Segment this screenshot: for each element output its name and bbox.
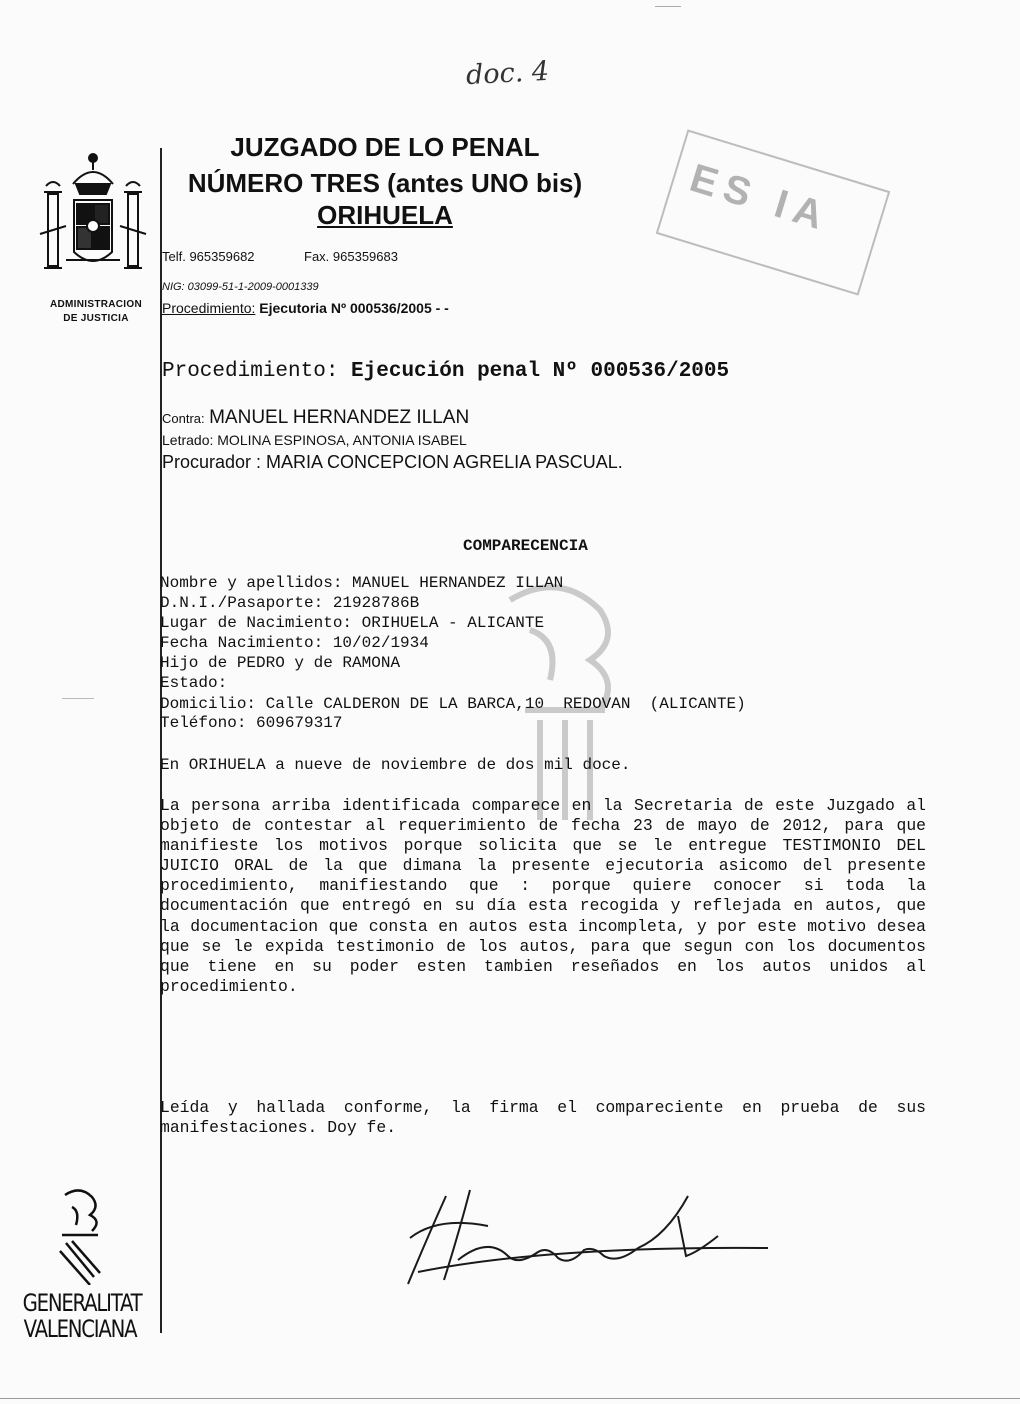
handwritten-note: doc. 4 [465,55,550,92]
closing-paragraph: Leída y hallada conforme, la firma el compareciente en prueba de sus manifestaciones. Doy fe. [160,1098,926,1138]
scan-mark [62,698,94,699]
procedure-main-label: Procedimiento: [162,360,339,383]
court-title-line2: NÚMERO TRES (antes UNO bis) [187,168,583,198]
copy-stamp-text: ES IA [684,155,836,241]
court-fax: Fax. 965359683 [304,249,398,264]
field-estado: Estado: [160,674,228,692]
field-domicilio: Domicilio: Calle CALDERON DE LA BARCA,10 REDOVAN (ALICANTE) [160,695,746,713]
procedure-ref [162,300,449,316]
procedure-ref-value: Ejecutoria Nº 000536/2005 - - [259,300,449,316]
field-lugar: Lugar de Nacimiento: ORIHUELA - ALICANTE [160,614,545,632]
field-hijo: Hijo de PEDRO y de RAMONA [160,654,401,672]
ministry-name-line1: ADMINISTRACION [50,299,142,310]
coat-of-arms-logo [26,148,160,299]
field-telefono: Teléfono: 609679317 [160,714,343,732]
generalitat-name [22,1289,142,1343]
margin-rule [160,148,162,1333]
field-nombre: Nombre y apellidos: MANUEL HERNANDEZ ILLAN [160,574,564,592]
procedure-main [162,360,729,383]
body-paragraph: La persona arriba identificada comparece en la Secretaria de este Juzgado al objeto de contestar al requerimiento de fecha 23 de mayo de 2012, para que manifieste los motivos porque solicita que se le entregue TESTIMONIO DEL JUICIO ORAL de la que dimana la presente ejecutoria asicomo del presente procedimiento, manifiestando que : porque quiere conocer si toda la documentación que entregó en su día esta recogida y reflejada en autos, que la documentacion que consta en autos esta incompleta, y por este motivo desea que se le expida testimonio de los autos, para que segun con los documentos que tiene en su poder esten tambien reseñados en los autos unidos al procedimiento. [160,796,926,996]
field-dni: D.N.I./Pasaporte: 21928786B [160,594,420,612]
procedure-main-value: Ejecución penal Nº 000536/2005 [351,360,730,383]
generalitat-name-line2: VALENCIANA [23,1315,137,1343]
lawyer: Letrado: MOLINA ESPINOSA, ANTONIA ISABEL [162,432,467,448]
ministry-name-line2: DE JUSTICIA [63,313,129,324]
signature [398,1176,788,1301]
generalitat-emblem-logo [50,1185,110,1290]
solicitor: Procurador : MARIA CONCEPCION AGRELIA PASCUAL. [162,452,623,472]
nig-number: NIG: 03099-51-1-2009-0001339 [162,281,319,293]
generalitat-name-line1: GENERALITAT [22,1289,142,1317]
field-fecha: Fecha Nacimiento: 10/02/1934 [160,634,429,652]
document-heading: COMPARECENCIA [463,537,588,555]
court-title-line1: JUZGADO DE LO PENAL [230,132,540,162]
court-phone: Telf. 965359682 [162,249,255,264]
defendant [162,407,469,429]
ministry-name [36,298,156,326]
court-title-line3: ORIHUELA [317,200,453,230]
defendant-label: Contra: [162,411,205,426]
procedure-ref-label: Procedimiento: [162,300,256,316]
defendant-name: MANUEL HERNANDEZ ILLAN [209,407,470,428]
place-date: En ORIHUELA a nueve de noviembre de dos mil doce. [160,756,631,774]
scan-mark [655,6,681,7]
page-edge [0,1398,1020,1399]
